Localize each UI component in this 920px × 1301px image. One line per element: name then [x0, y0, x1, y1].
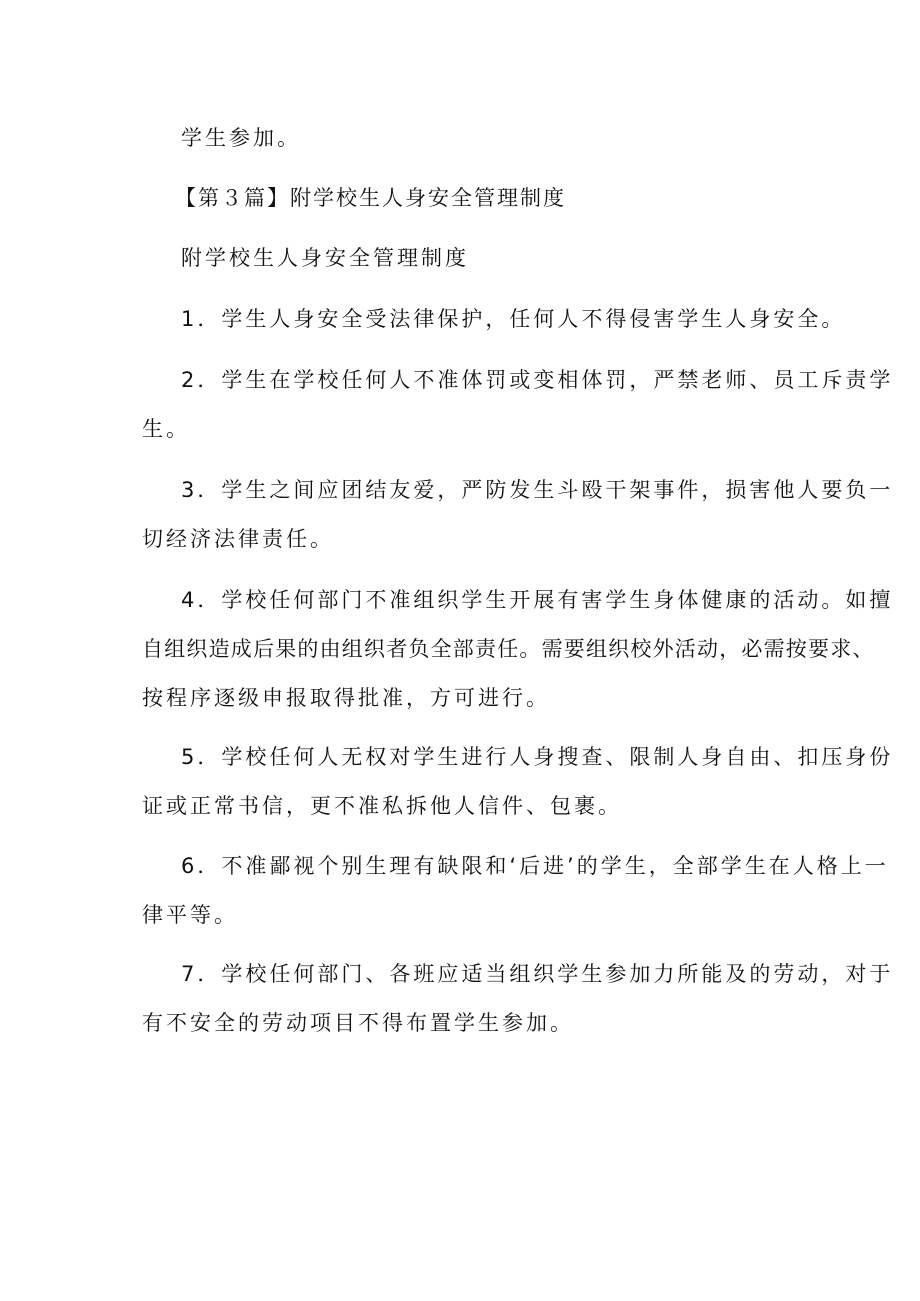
rule-item-3-line-1: 3．学生之间应团结友爱，严防发生斗殴干架事件，损害他人要负一 — [181, 478, 894, 502]
rule-item-5-line-1: 5．学校任何人无权对学生进行人身搜查、限制人身自由、扣压身份 — [181, 745, 894, 769]
rule-item-4-line-2: 自组织造成后果的由组织者负全部责任。需要组织校外活动，必需按要求、 — [142, 637, 875, 661]
rule-item-1-line-1: 1．学生人身安全受法律保护，任何人不得侵害学生人身安全。 — [181, 307, 846, 331]
rule-item-6-line-1: 6．不准鄙视个别生理有缺限和‘后进’的学生，全部学生在人格上一 — [181, 854, 889, 878]
document-title: 附学校生人身安全管理制度 — [181, 246, 469, 270]
rule-item-6-line-2: 律平等。 — [142, 903, 238, 927]
rule-item-3-line-2: 切经济法律责任。 — [142, 527, 334, 551]
section-heading: 【第３篇】附学校生人身安全管理制度 — [175, 186, 566, 210]
rule-item-7-line-1: 7．学校任何部门、各班应适当组织学生参加力所能及的劳动，对于 — [181, 962, 894, 986]
rule-item-4-line-3: 按程序逐级申报取得批准，方可进行。 — [142, 686, 550, 710]
rule-item-2-line-1: 2．学生在学校任何人不准体罚或变相体罚，严禁老师、员工斥责学 — [181, 368, 894, 392]
continuation-text: 学生参加。 — [181, 126, 301, 150]
rule-item-4-line-1: 4．学校任何部门不准组织学生开展有害学生身体健康的活动。如擅 — [181, 588, 894, 612]
rule-item-7-line-2: 有不安全的劳动项目不得布置学生参加。 — [142, 1011, 574, 1035]
rule-item-5-line-2: 证或正常书信，更不准私拆他人信件、包裹。 — [142, 794, 622, 818]
rule-item-2-line-2: 生。 — [142, 417, 190, 441]
